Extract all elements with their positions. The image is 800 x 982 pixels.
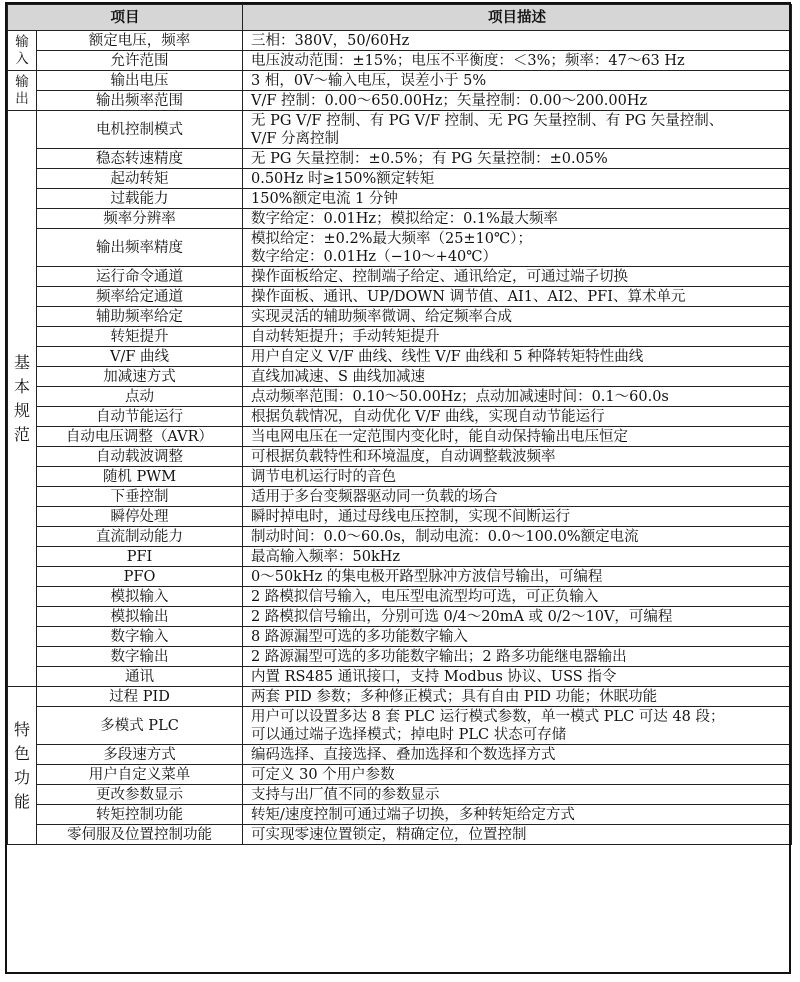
item-name: 输出电压 bbox=[37, 71, 243, 91]
description-line: 转矩/速度控制可通过端子切换，多种转矩给定方式 bbox=[251, 806, 575, 823]
table-row bbox=[8, 427, 792, 447]
item-description bbox=[243, 567, 792, 587]
item-name: 模拟输入 bbox=[37, 587, 243, 607]
table-row bbox=[8, 745, 792, 765]
description-line: 根据负载情况，自动优化 V/F 曲线，实现自动节能运行 bbox=[251, 408, 605, 425]
group-label: 输出 bbox=[8, 71, 37, 111]
item-description bbox=[243, 169, 792, 189]
item-description bbox=[243, 31, 792, 51]
item-description bbox=[243, 647, 792, 667]
item-description bbox=[243, 287, 792, 307]
item-description bbox=[243, 667, 792, 687]
item-name: 自动电压调整（AVR） bbox=[37, 427, 243, 447]
table-row bbox=[8, 287, 792, 307]
item-name: 多段速方式 bbox=[37, 745, 243, 765]
item-description bbox=[243, 327, 792, 347]
item-description bbox=[243, 487, 792, 507]
item-name: 自动载波调整 bbox=[37, 447, 243, 467]
description-line: 制动时间：0.0～60.0s，制动电流：0.0～100.0%额定电流 bbox=[251, 528, 639, 545]
item-name: 点动 bbox=[37, 387, 243, 407]
item-description bbox=[243, 267, 792, 287]
item-description bbox=[243, 71, 792, 91]
description-line: 电压波动范围：±15%；电压不平衡度：＜3%；频率：47～63 Hz bbox=[251, 52, 685, 69]
item-description bbox=[243, 805, 792, 825]
item-name: 下垂控制 bbox=[37, 487, 243, 507]
description-line: 最高输入频率：50kHz bbox=[251, 548, 401, 565]
item-description bbox=[243, 527, 792, 547]
description-line: 内置 RS485 通讯接口，支持 Modbus 协议、USS 指令 bbox=[251, 668, 617, 685]
description-line: 可实现零速位置锁定，精确定位，位置控制 bbox=[251, 826, 527, 843]
header-item: 项目 bbox=[8, 5, 243, 31]
item-description bbox=[243, 447, 792, 467]
description-line: 用户自定义 V/F 曲线、线性 V/F 曲线和 5 种降转矩特性曲线 bbox=[251, 348, 644, 365]
item-description bbox=[243, 707, 792, 745]
table-row bbox=[8, 267, 792, 287]
item-description bbox=[243, 687, 792, 707]
description-line: 调节电机运行时的音色 bbox=[251, 468, 396, 485]
item-name: 频率给定通道 bbox=[37, 287, 243, 307]
item-name: 更改参数显示 bbox=[37, 785, 243, 805]
description-line: 无 PG 矢量控制：±0.5%；有 PG 矢量控制：±0.05% bbox=[251, 150, 608, 167]
group-label: 基 本 规 范 bbox=[8, 111, 37, 687]
description-line: 2 路源漏型可选的多功能数字输出；2 路多功能继电器输出 bbox=[251, 648, 627, 665]
description-line: 可以通过端子选择模式；掉电时 PLC 状态可存储 bbox=[251, 726, 567, 743]
description-line: 3 相，0V～输入电压，误差小于 5% bbox=[251, 72, 487, 89]
item-description bbox=[243, 587, 792, 607]
item-name: 用户自定义菜单 bbox=[37, 765, 243, 785]
description-line: 2 路模拟信号输入，电压型电流型均可选，可正负输入 bbox=[251, 588, 599, 605]
table-row bbox=[8, 407, 792, 427]
description-line: 2 路模拟信号输出，分别可选 0/4～20mA 或 0/2～10V，可编程 bbox=[251, 608, 673, 625]
item-name: 多模式 PLC bbox=[37, 707, 243, 745]
item-name: 数字输入 bbox=[37, 627, 243, 647]
description-line: 0～50kHz 的集电极开路型脉冲方波信号输出，可编程 bbox=[251, 568, 603, 585]
description-line: 150%额定电流 1 分钟 bbox=[251, 190, 398, 207]
description-line: 用户可以设置多达 8 套 PLC 运行模式参数，单一模式 PLC 可达 48 段； bbox=[251, 708, 725, 725]
item-description bbox=[243, 229, 792, 267]
item-description bbox=[243, 307, 792, 327]
description-line: 瞬时掉电时，通过母线电压控制，实现不间断运行 bbox=[251, 508, 570, 525]
table-row bbox=[8, 447, 792, 467]
table-row bbox=[8, 209, 792, 229]
item-name: 自动节能运行 bbox=[37, 407, 243, 427]
description-line: 8 路源漏型可选的多功能数字输入 bbox=[251, 628, 468, 645]
table-row bbox=[8, 507, 792, 527]
table-row bbox=[8, 825, 792, 845]
item-name: 零伺服及位置控制功能 bbox=[37, 825, 243, 845]
item-name: 过程 PID bbox=[37, 687, 243, 707]
group-label: 特 色 功 能 bbox=[8, 687, 37, 845]
item-description bbox=[243, 507, 792, 527]
description-line: 支持与出厂值不同的参数显示 bbox=[251, 786, 440, 803]
table-row bbox=[8, 327, 792, 347]
item-description bbox=[243, 347, 792, 367]
item-name: 转矩提升 bbox=[37, 327, 243, 347]
table-row bbox=[8, 149, 792, 169]
table-row bbox=[8, 805, 792, 825]
item-description bbox=[243, 189, 792, 209]
description-line: 操作面板、通讯、UP/DOWN 调节值、AI1、AI2、PFI、算术单元 bbox=[251, 288, 686, 305]
item-name: 通讯 bbox=[37, 667, 243, 687]
item-name: 转矩控制功能 bbox=[37, 805, 243, 825]
table-row bbox=[8, 189, 792, 209]
table-row bbox=[8, 687, 792, 707]
table-row bbox=[8, 785, 792, 805]
group-label: 输入 bbox=[8, 31, 37, 71]
table-row bbox=[8, 567, 792, 587]
spec-table bbox=[7, 4, 792, 845]
item-name: 加减速方式 bbox=[37, 367, 243, 387]
description-line: 点动频率范围：0.10～50.00Hz；点动加减速时间：0.1～60.0s bbox=[251, 388, 669, 405]
item-name: 电机控制模式 bbox=[37, 111, 243, 149]
table-row bbox=[8, 647, 792, 667]
table-row bbox=[8, 707, 792, 745]
table-row bbox=[8, 487, 792, 507]
item-description bbox=[243, 627, 792, 647]
table-row bbox=[8, 467, 792, 487]
description-line: 实现灵活的辅助频率微调、给定频率合成 bbox=[251, 308, 512, 325]
table-row bbox=[8, 527, 792, 547]
table-row bbox=[8, 111, 792, 149]
item-name: V/F 曲线 bbox=[37, 347, 243, 367]
item-name: 起动转矩 bbox=[37, 169, 243, 189]
table-row bbox=[8, 229, 792, 267]
table-row bbox=[8, 765, 792, 785]
item-name: 直流制动能力 bbox=[37, 527, 243, 547]
table-row bbox=[8, 31, 792, 51]
item-name: 额定电压，频率 bbox=[37, 31, 243, 51]
description-line: 可根据负载特性和环境温度，自动调整载波频率 bbox=[251, 448, 556, 465]
item-name: 稳态转速精度 bbox=[37, 149, 243, 169]
table-row bbox=[8, 627, 792, 647]
item-description bbox=[243, 149, 792, 169]
item-name: 辅助频率给定 bbox=[37, 307, 243, 327]
description-line: 编码选择、直接选择、叠加选择和个数选择方式 bbox=[251, 746, 556, 763]
item-description bbox=[243, 111, 792, 149]
item-description bbox=[243, 785, 792, 805]
spec-body bbox=[8, 31, 792, 845]
table-row bbox=[8, 667, 792, 687]
item-name: 过载能力 bbox=[37, 189, 243, 209]
item-description bbox=[243, 407, 792, 427]
item-description bbox=[243, 91, 792, 111]
description-line: 模拟给定：±0.2%最大频率（25±10℃）； bbox=[251, 230, 533, 247]
item-description bbox=[243, 745, 792, 765]
description-line: V/F 控制：0.00～650.00Hz；矢量控制：0.00～200.00Hz bbox=[251, 92, 648, 109]
table-row bbox=[8, 387, 792, 407]
description-line: 0.50Hz 时≥150%额定转矩 bbox=[251, 170, 435, 187]
table-row bbox=[8, 587, 792, 607]
description-line: 三相：380V，50/60Hz bbox=[251, 32, 410, 49]
table-row bbox=[8, 607, 792, 627]
item-description bbox=[243, 51, 792, 71]
item-name: 瞬停处理 bbox=[37, 507, 243, 527]
item-description bbox=[243, 467, 792, 487]
item-name: 允许范围 bbox=[37, 51, 243, 71]
item-description bbox=[243, 427, 792, 447]
description-line: 当电网电压在一定范围内变化时，能自动保持输出电压恒定 bbox=[251, 428, 628, 445]
description-line: 操作面板给定、控制端子给定、通讯给定，可通过端子切换 bbox=[251, 268, 628, 285]
item-name: 频率分辨率 bbox=[37, 209, 243, 229]
item-name: 随机 PWM bbox=[37, 467, 243, 487]
item-description bbox=[243, 209, 792, 229]
table-row bbox=[8, 547, 792, 567]
header-description: 项目描述 bbox=[243, 5, 792, 31]
item-description bbox=[243, 547, 792, 567]
header-row bbox=[8, 5, 792, 31]
table-row bbox=[8, 51, 792, 71]
item-description bbox=[243, 765, 792, 785]
description-line: V/F 分离控制 bbox=[251, 130, 340, 147]
table-row bbox=[8, 91, 792, 111]
item-name: 输出频率范围 bbox=[37, 91, 243, 111]
description-line: 数字给定：0.01Hz；模拟给定：0.1%最大频率 bbox=[251, 210, 558, 227]
table-row bbox=[8, 367, 792, 387]
table-row bbox=[8, 307, 792, 327]
description-line: 数字给定：0.01Hz（−10～+40℃） bbox=[251, 248, 497, 265]
table-row bbox=[8, 71, 792, 91]
item-description bbox=[243, 825, 792, 845]
description-line: 直线加减速、S 曲线加减速 bbox=[251, 368, 426, 385]
item-description bbox=[243, 387, 792, 407]
item-description bbox=[243, 367, 792, 387]
item-name: 运行命令通道 bbox=[37, 267, 243, 287]
item-name: 模拟输出 bbox=[37, 607, 243, 627]
item-name: PFO bbox=[37, 567, 243, 587]
table-row bbox=[8, 169, 792, 189]
table-row bbox=[8, 347, 792, 367]
description-line: 适用于多台变频器驱动同一负载的场合 bbox=[251, 488, 498, 505]
description-line: 两套 PID 参数；多种修正模式；具有自由 PID 功能；休眠功能 bbox=[251, 688, 658, 705]
description-line: 自动转矩提升；手动转矩提升 bbox=[251, 328, 440, 345]
description-line: 可定义 30 个用户参数 bbox=[251, 766, 395, 783]
item-description bbox=[243, 607, 792, 627]
description-line: 无 PG V/F 控制、有 PG V/F 控制、无 PG 矢量控制、有 PG 矢量控制、 bbox=[251, 112, 724, 129]
item-name: PFI bbox=[37, 547, 243, 567]
item-name: 数字输出 bbox=[37, 647, 243, 667]
item-name: 输出频率精度 bbox=[37, 229, 243, 267]
